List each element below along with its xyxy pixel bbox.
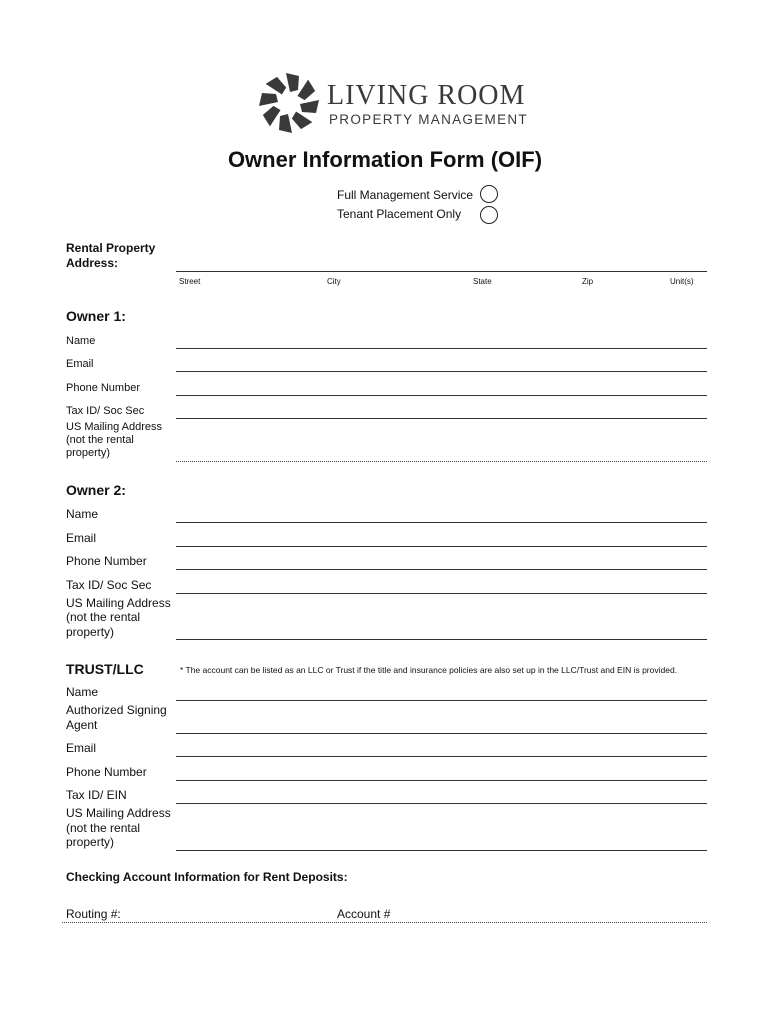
owner1-email-label: Email <box>66 358 94 370</box>
routing-label: Routing #: <box>66 907 121 921</box>
brand-name: LIVING ROOM <box>327 80 526 111</box>
trust-phone-field[interactable] <box>176 780 707 781</box>
street-sublabel: Street <box>179 277 201 286</box>
trust-heading: TRUST/LLC <box>66 661 144 677</box>
zip-sublabel: Zip <box>582 277 594 286</box>
trust-name-label: Name <box>66 685 99 699</box>
owner1-email-field[interactable] <box>176 371 707 372</box>
rental-property-label-2: Address: <box>66 256 119 270</box>
rental-property-label: Rental Property <box>66 241 156 255</box>
checking-account-field[interactable] <box>62 922 707 923</box>
owner1-mailing-label: US Mailing Address <box>66 421 162 433</box>
trust-phone-label: Phone Number <box>66 765 147 779</box>
account-label: Account # <box>337 907 391 921</box>
trust-agent-field[interactable] <box>176 733 707 734</box>
owner2-email-field[interactable] <box>176 546 707 547</box>
checking-heading: Checking Account Information for Rent Deposits: <box>66 870 348 884</box>
full-management-label: Full Management Service <box>337 188 474 202</box>
owner1-name-field[interactable] <box>176 348 707 349</box>
trust-mailing-field[interactable] <box>176 850 707 851</box>
state-sublabel: State <box>473 277 492 286</box>
owner2-phone-field[interactable] <box>176 569 707 570</box>
trust-agent-label-2: Agent <box>66 718 98 732</box>
trust-mailing-label-3: property) <box>66 835 115 849</box>
trust-note: * The account can be listed as an LLC or Trust if the title and insurance policies are also set up in the LLC/Trust and EIN is provided. <box>180 665 678 675</box>
company-logo <box>256 70 526 136</box>
page-title: Owner Information Form (OIF) <box>227 147 543 172</box>
owner1-phone-field[interactable] <box>176 395 707 396</box>
tenant-placement-radio[interactable] <box>480 206 498 224</box>
city-sublabel: City <box>327 277 341 286</box>
owner2-mailing-label: US Mailing Address <box>66 596 171 610</box>
owner1-mailing-field[interactable] <box>176 461 707 462</box>
owner2-heading: Owner 2: <box>66 482 126 498</box>
owner2-mailing-label-2: (not the rental <box>66 610 141 624</box>
full-management-radio[interactable] <box>480 185 498 203</box>
owner2-email-label: Email <box>66 531 97 545</box>
trust-tax-label: Tax ID/ EIN <box>66 788 127 802</box>
owner1-phone-label: Phone Number <box>66 382 140 394</box>
owner1-heading: Owner 1: <box>66 308 126 324</box>
pinwheel-logo-icon <box>256 70 322 136</box>
owner1-tax-field[interactable] <box>176 418 707 419</box>
owner1-mailing-label-2: (not the rental <box>66 434 134 446</box>
owner2-mailing-label-3: property) <box>66 625 115 639</box>
owner2-phone-label: Phone Number <box>66 554 147 568</box>
owner1-mailing-label-3: property) <box>66 447 111 459</box>
owner2-tax-label: Tax ID/ Soc Sec <box>66 578 152 592</box>
owner1-tax-label: Tax ID/ Soc Sec <box>66 405 145 417</box>
owner2-mailing-field[interactable] <box>176 639 707 640</box>
owner2-name-label: Name <box>66 507 99 521</box>
trust-mailing-label: US Mailing Address <box>66 806 171 820</box>
trust-email-label: Email <box>66 741 97 755</box>
units-sublabel: Unit(s) <box>670 277 694 286</box>
trust-agent-label: Authorized Signing <box>66 703 167 717</box>
trust-email-field[interactable] <box>176 756 707 757</box>
trust-tax-field[interactable] <box>176 803 707 804</box>
owner2-tax-field[interactable] <box>176 593 707 594</box>
owner2-name-field[interactable] <box>176 522 707 523</box>
owner1-name-label: Name <box>66 335 96 347</box>
brand-subtitle: PROPERTY MANAGEMENT <box>329 112 528 127</box>
tenant-placement-label: Tenant Placement Only <box>337 207 462 221</box>
trust-name-field[interactable] <box>176 700 707 701</box>
trust-mailing-label-2: (not the rental <box>66 821 141 835</box>
rental-address-line[interactable] <box>176 271 707 272</box>
